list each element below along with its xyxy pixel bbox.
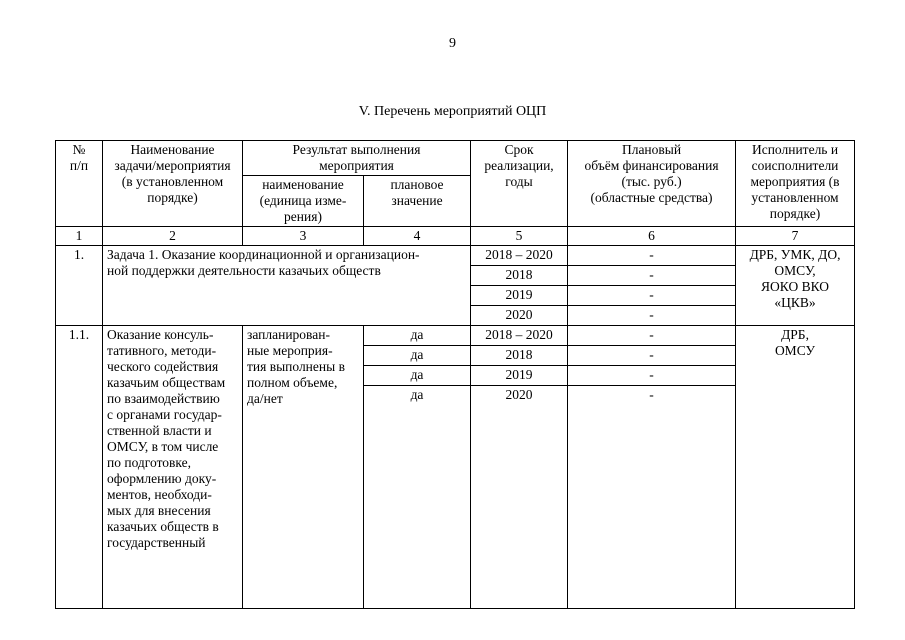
item1-1-year: 2018 — [471, 346, 568, 366]
task1-finance: - — [568, 306, 736, 326]
item1-1-plan-value: да — [364, 346, 471, 366]
item1-1-plan-value: да — [364, 326, 471, 346]
task1-year: 2018 — [471, 266, 568, 286]
task1-finance: - — [568, 246, 736, 266]
column-number: 5 — [471, 227, 568, 246]
column-number: 1 — [56, 227, 103, 246]
header-term: Срок реализации, годы — [471, 141, 568, 227]
header-result-name: наименование (единица изме- рения) — [243, 176, 364, 227]
item1-1-row — [56, 326, 855, 346]
item1-1-finance: - — [568, 326, 736, 346]
header-num: № п/п — [56, 141, 103, 227]
column-number: 4 — [364, 227, 471, 246]
item1-1-finance: - — [568, 366, 736, 386]
task1-row — [56, 246, 855, 266]
item1-1-executor: ДРБ, ОМСУ — [736, 326, 855, 609]
item1-1-year: 2019 — [471, 366, 568, 386]
task1-text: Задача 1. Оказание координационной и организацион- ной поддержки деятельности казачьих обществ — [103, 246, 471, 326]
item1-1-finance: - — [568, 386, 736, 609]
column-numbers-row — [56, 227, 855, 246]
item1-1-result-name: запланирован- ные мероприя- тия выполнены в полном объеме, да/нет — [243, 326, 364, 609]
item1-1-text: Оказание консуль- тативного, методи- ческого содействия казачьим обществам по взаимодействию с органами государ- ственной власти и ОМСУ, в том числе по подготовке, оформлению доку- ментов, необходи- мых для внесения казачьих обществ в государственный — [103, 326, 243, 609]
header-row-1 — [56, 141, 855, 176]
item1-1-num: 1.1. — [56, 326, 103, 609]
task1-year: 2020 — [471, 306, 568, 326]
task1-finance: - — [568, 266, 736, 286]
header-finance: Плановый объём финансирования (тыс. руб.) (областные средства) — [568, 141, 736, 227]
item1-1-plan-value: да — [364, 386, 471, 609]
header-result: Результат выполнения мероприятия — [243, 141, 471, 176]
column-number: 2 — [103, 227, 243, 246]
item1-1-finance: - — [568, 346, 736, 366]
item1-1-year: 2020 — [471, 386, 568, 609]
measures-table — [55, 140, 855, 609]
header-task: Наименование задачи/мероприятия (в установленном порядке) — [103, 141, 243, 227]
item1-1-year: 2018 – 2020 — [471, 326, 568, 346]
column-number: 6 — [568, 227, 736, 246]
header-result-plan: плановое значение — [364, 176, 471, 227]
section-title: V. Перечень мероприятий ОЦП — [358, 104, 547, 119]
column-number: 7 — [736, 227, 855, 246]
item1-1-plan-value: да — [364, 366, 471, 386]
task1-num: 1. — [56, 246, 103, 326]
column-number: 3 — [243, 227, 364, 246]
header-executor: Исполнитель и соисполнители мероприятия (в установленном порядке) — [736, 141, 855, 227]
task1-finance: - — [568, 286, 736, 306]
task1-year: 2018 – 2020 — [471, 246, 568, 266]
task1-year: 2019 — [471, 286, 568, 306]
page-number: 9 — [449, 36, 456, 51]
task1-executor: ДРБ, УМК, ДО, ОМСУ, ЯОКО ВКО «ЦКВ» — [736, 246, 855, 326]
